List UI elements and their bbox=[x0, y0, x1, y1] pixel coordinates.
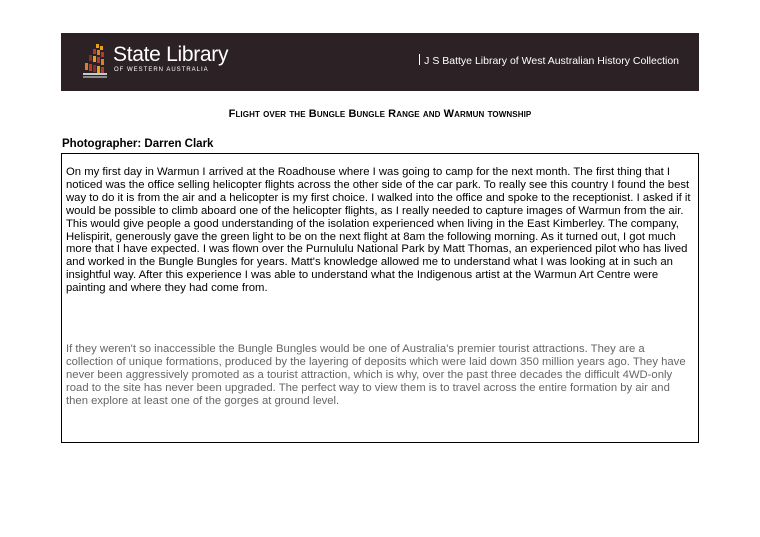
state-library-logo-icon bbox=[81, 43, 109, 81]
divider bbox=[419, 54, 420, 65]
logo-text: State Library bbox=[113, 43, 229, 66]
logo-subtext: OF WESTERN AUSTRALIA bbox=[114, 67, 209, 73]
description-paragraph-2: If they weren't so inaccessible the Bungle Bungles would be one of Australia's premier tourist attractions. They are a collection of unique formations, produced by the layering of deposits which were laid down 350 million years ago. They have never been aggressively promoted as a tourist attraction, which is why, over the past three decades the difficult 4WD-only road to the site has never been upgraded. The perfect way to view them is to travel across the entire formation by air and then explore at least one of the gorges at ground level. bbox=[66, 343, 686, 407]
photographer-credit: Photographer: Darren Clark bbox=[62, 138, 214, 150]
collection-text: J S Battye Library of West Australian History Collection bbox=[424, 55, 679, 67]
collection-label bbox=[419, 54, 679, 67]
description-paragraph-1: On my first day in Warmun I arrived at the Roadhouse where I was going to camp for the next month. The first thing that I noticed was the office selling helicopter flights across the other side of the car park. To really see this country I found the best way to do it is from the air and a helicopter is my first choice. I walked into the office and spoke to the receptionist. I asked if it would be possible to climb aboard one of the helicopter flights, as I really needed to capture images of Warmun from the air. This would give people a good understanding of the isolation experienced when living in the East Kimberley. The company, Heli​spirit, generously gave the green light to be on the next flight at 8am the following morning. As it turned out, I got much more that I have expected. I was flown over the Purnululu National Park by Matt Thomas, an experienced pilot who has lived and worked in the Bungle Bungles for years. Matt's knowledge allowed me to understand what I was looking at in such an insightful way. After this experience I was able to understand what the Indigenous artist at the Warmun Art Centre were painting and where they had come from. bbox=[66, 166, 691, 295]
header-banner bbox=[61, 33, 699, 91]
description-box bbox=[61, 153, 699, 443]
document-title: Flight over the Bungle Bungle Range and Warmun township bbox=[228, 108, 532, 120]
